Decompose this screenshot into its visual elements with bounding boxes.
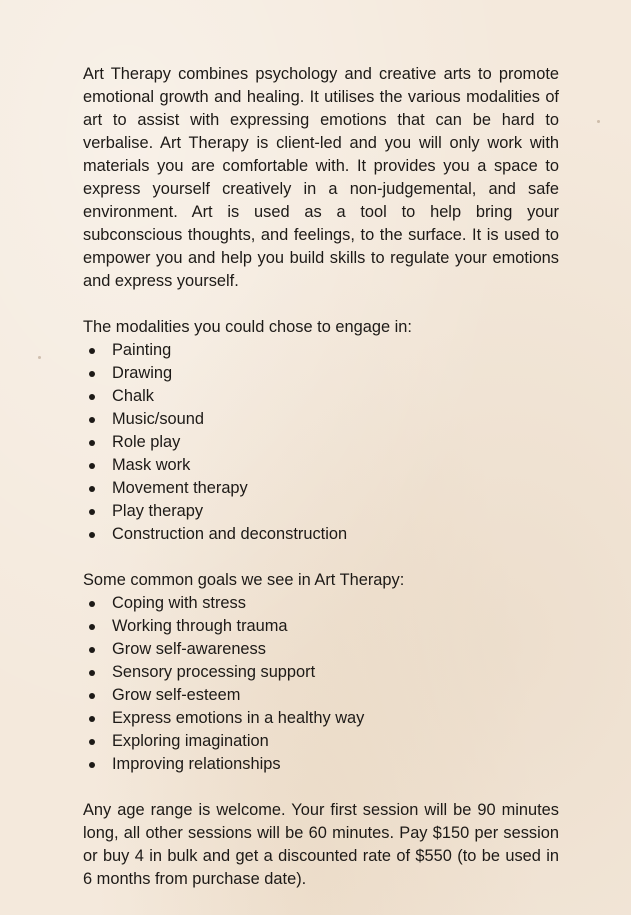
bullet-icon — [89, 486, 95, 492]
list-item — [83, 339, 559, 362]
list-item-label: Grow self-esteem — [112, 686, 241, 704]
bullet-icon — [89, 739, 95, 745]
pricing-paragraph: Any age range is welcome. Your first session will be 90 minutes long, all other sessions will be 60 minutes. Pay $150 per session or buy 4 in bulk and get a discounted rate of $550 (to be used in 6 months from purchase date). — [83, 801, 559, 888]
paragraph-spacer — [83, 293, 559, 316]
list-item-label: Music/sound — [112, 410, 205, 428]
goals-list — [83, 592, 559, 776]
list-item-label: Construction and deconstruction — [112, 525, 348, 543]
bullet-icon — [89, 440, 95, 446]
list-item-label: Play therapy — [112, 502, 204, 520]
list-item — [83, 477, 559, 500]
list-item — [83, 707, 559, 730]
bullet-icon — [89, 693, 95, 699]
list-item-label: Express emotions in a healthy way — [112, 709, 365, 727]
list-item — [83, 431, 559, 454]
list-item — [83, 454, 559, 477]
list-item-label: Movement therapy — [112, 479, 248, 497]
list-item — [83, 730, 559, 753]
goals-heading: Some common goals we see in Art Therapy: — [83, 571, 405, 589]
bullet-icon — [89, 762, 95, 768]
list-item-label: Improving relationships — [112, 755, 281, 773]
bullet-icon — [89, 371, 95, 377]
list-item — [83, 385, 559, 408]
list-item-label: Working through trauma — [112, 617, 288, 635]
list-item-label: Sensory processing support — [112, 663, 316, 681]
bullet-icon — [89, 509, 95, 515]
list-item — [83, 615, 559, 638]
list-item — [83, 592, 559, 615]
list-item-label: Grow self-awareness — [112, 640, 266, 658]
list-item-label: Drawing — [112, 364, 173, 382]
bullet-icon — [89, 601, 95, 607]
list-item-label: Painting — [112, 341, 172, 359]
bullet-icon — [89, 624, 95, 630]
modalities-heading: The modalities you could chose to engage in: — [83, 318, 412, 336]
list-item-label: Mask work — [112, 456, 191, 474]
bullet-icon — [89, 716, 95, 722]
bullet-icon — [89, 647, 95, 653]
paragraph-spacer — [83, 776, 559, 799]
paper-speck — [38, 356, 41, 359]
bullet-icon — [89, 348, 95, 354]
bullet-icon — [89, 670, 95, 676]
bullet-icon — [89, 417, 95, 423]
list-item — [83, 661, 559, 684]
bullet-icon — [89, 532, 95, 538]
list-item — [83, 684, 559, 707]
modalities-list — [83, 339, 559, 546]
bullet-icon — [89, 463, 95, 469]
paper-speck — [597, 120, 600, 123]
intro-paragraph: Art Therapy combines psychology and creative arts to promote emotional growth and healing. It utilises the various modalities of art to assist with expressing emotions that can be hard to verbalise. Art Therapy is client-led and you will only work with materials you are comfortable with. It provides you a space to express yourself creatively in a non-judgemental, and safe environment. Art is used as a tool to help bring your subconscious thoughts, and feelings, to the surface. It is used to empower you and help you build skills to regulate your emotions and express yourself. — [83, 65, 559, 290]
list-item — [83, 638, 559, 661]
list-item — [83, 408, 559, 431]
list-item-label: Role play — [112, 433, 181, 451]
list-item-label: Chalk — [112, 387, 154, 405]
list-item-label: Coping with stress — [112, 594, 246, 612]
list-item-label: Exploring imagination — [112, 732, 269, 750]
list-item — [83, 753, 559, 776]
bullet-icon — [89, 394, 95, 400]
list-item — [83, 500, 559, 523]
list-item — [83, 523, 559, 546]
list-item — [83, 362, 559, 385]
document-body — [83, 63, 559, 891]
paragraph-spacer — [83, 546, 559, 569]
